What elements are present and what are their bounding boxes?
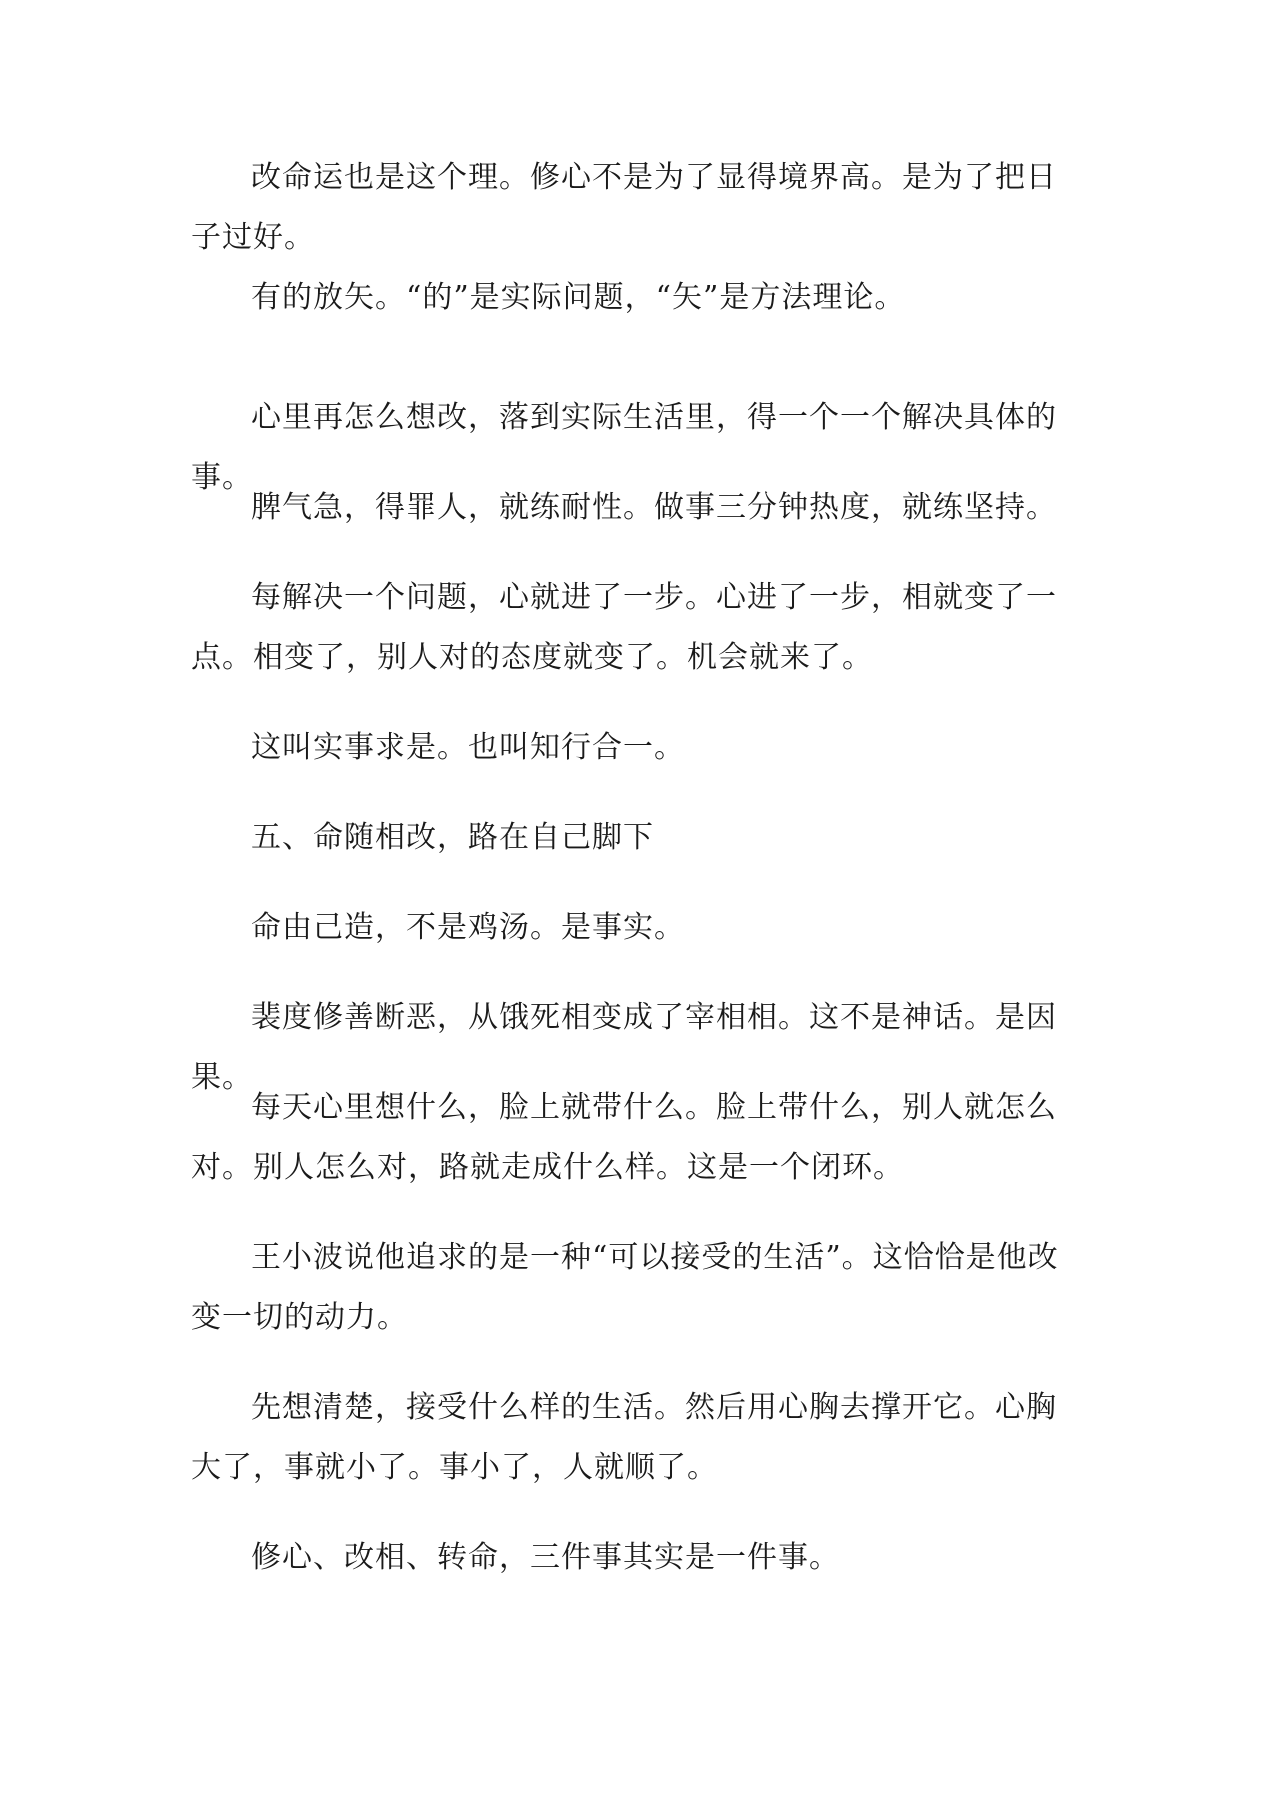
paragraph: 修心、改相、转命，三件事其实是一件事。	[251, 1540, 840, 1575]
paragraph: 裴度修善断恶，从饿死相变成了宰相相。这不是神话。是因果。	[191, 1000, 1057, 1095]
paragraph: 改命运也是这个理。修心不是为了显得境界高。是为了把日子过好。	[191, 160, 1057, 255]
section-heading: 五、命随相改，路在自己脚下	[251, 820, 654, 855]
paragraph: 王小波说他追求的是一种“可以接受的生活”。这恰恰是他改变一切的动力。	[191, 1240, 1059, 1335]
paragraph: 先想清楚，接受什么样的生活。然后用心胸去撑开它。心胸大了，事就小了。事小了，人就顺了。	[191, 1390, 1057, 1485]
paragraph: 每天心里想什么，脸上就带什么。脸上带什么，别人就怎么对。别人怎么对，路就走成什么样。这是一个闭环。	[191, 1090, 1057, 1185]
paragraph: 有的放矢。“的”是实际问题，“矢”是方法理论。	[251, 280, 906, 315]
paragraph: 命由己造，不是鸡汤。是事实。	[251, 910, 685, 945]
paragraph: 这叫实事求是。也叫知行合一。	[251, 730, 685, 765]
paragraph: 每解决一个问题，心就进了一步。心进了一步，相就变了一点。相变了，别人对的态度就变了。机会就来了。	[191, 580, 1057, 675]
paragraph: 心里再怎么想改，落到实际生活里，得一个一个解决具体的事。	[191, 400, 1057, 495]
paragraph: 脾气急，得罪人，就练耐性。做事三分钟热度，就练坚持。	[251, 490, 1057, 525]
